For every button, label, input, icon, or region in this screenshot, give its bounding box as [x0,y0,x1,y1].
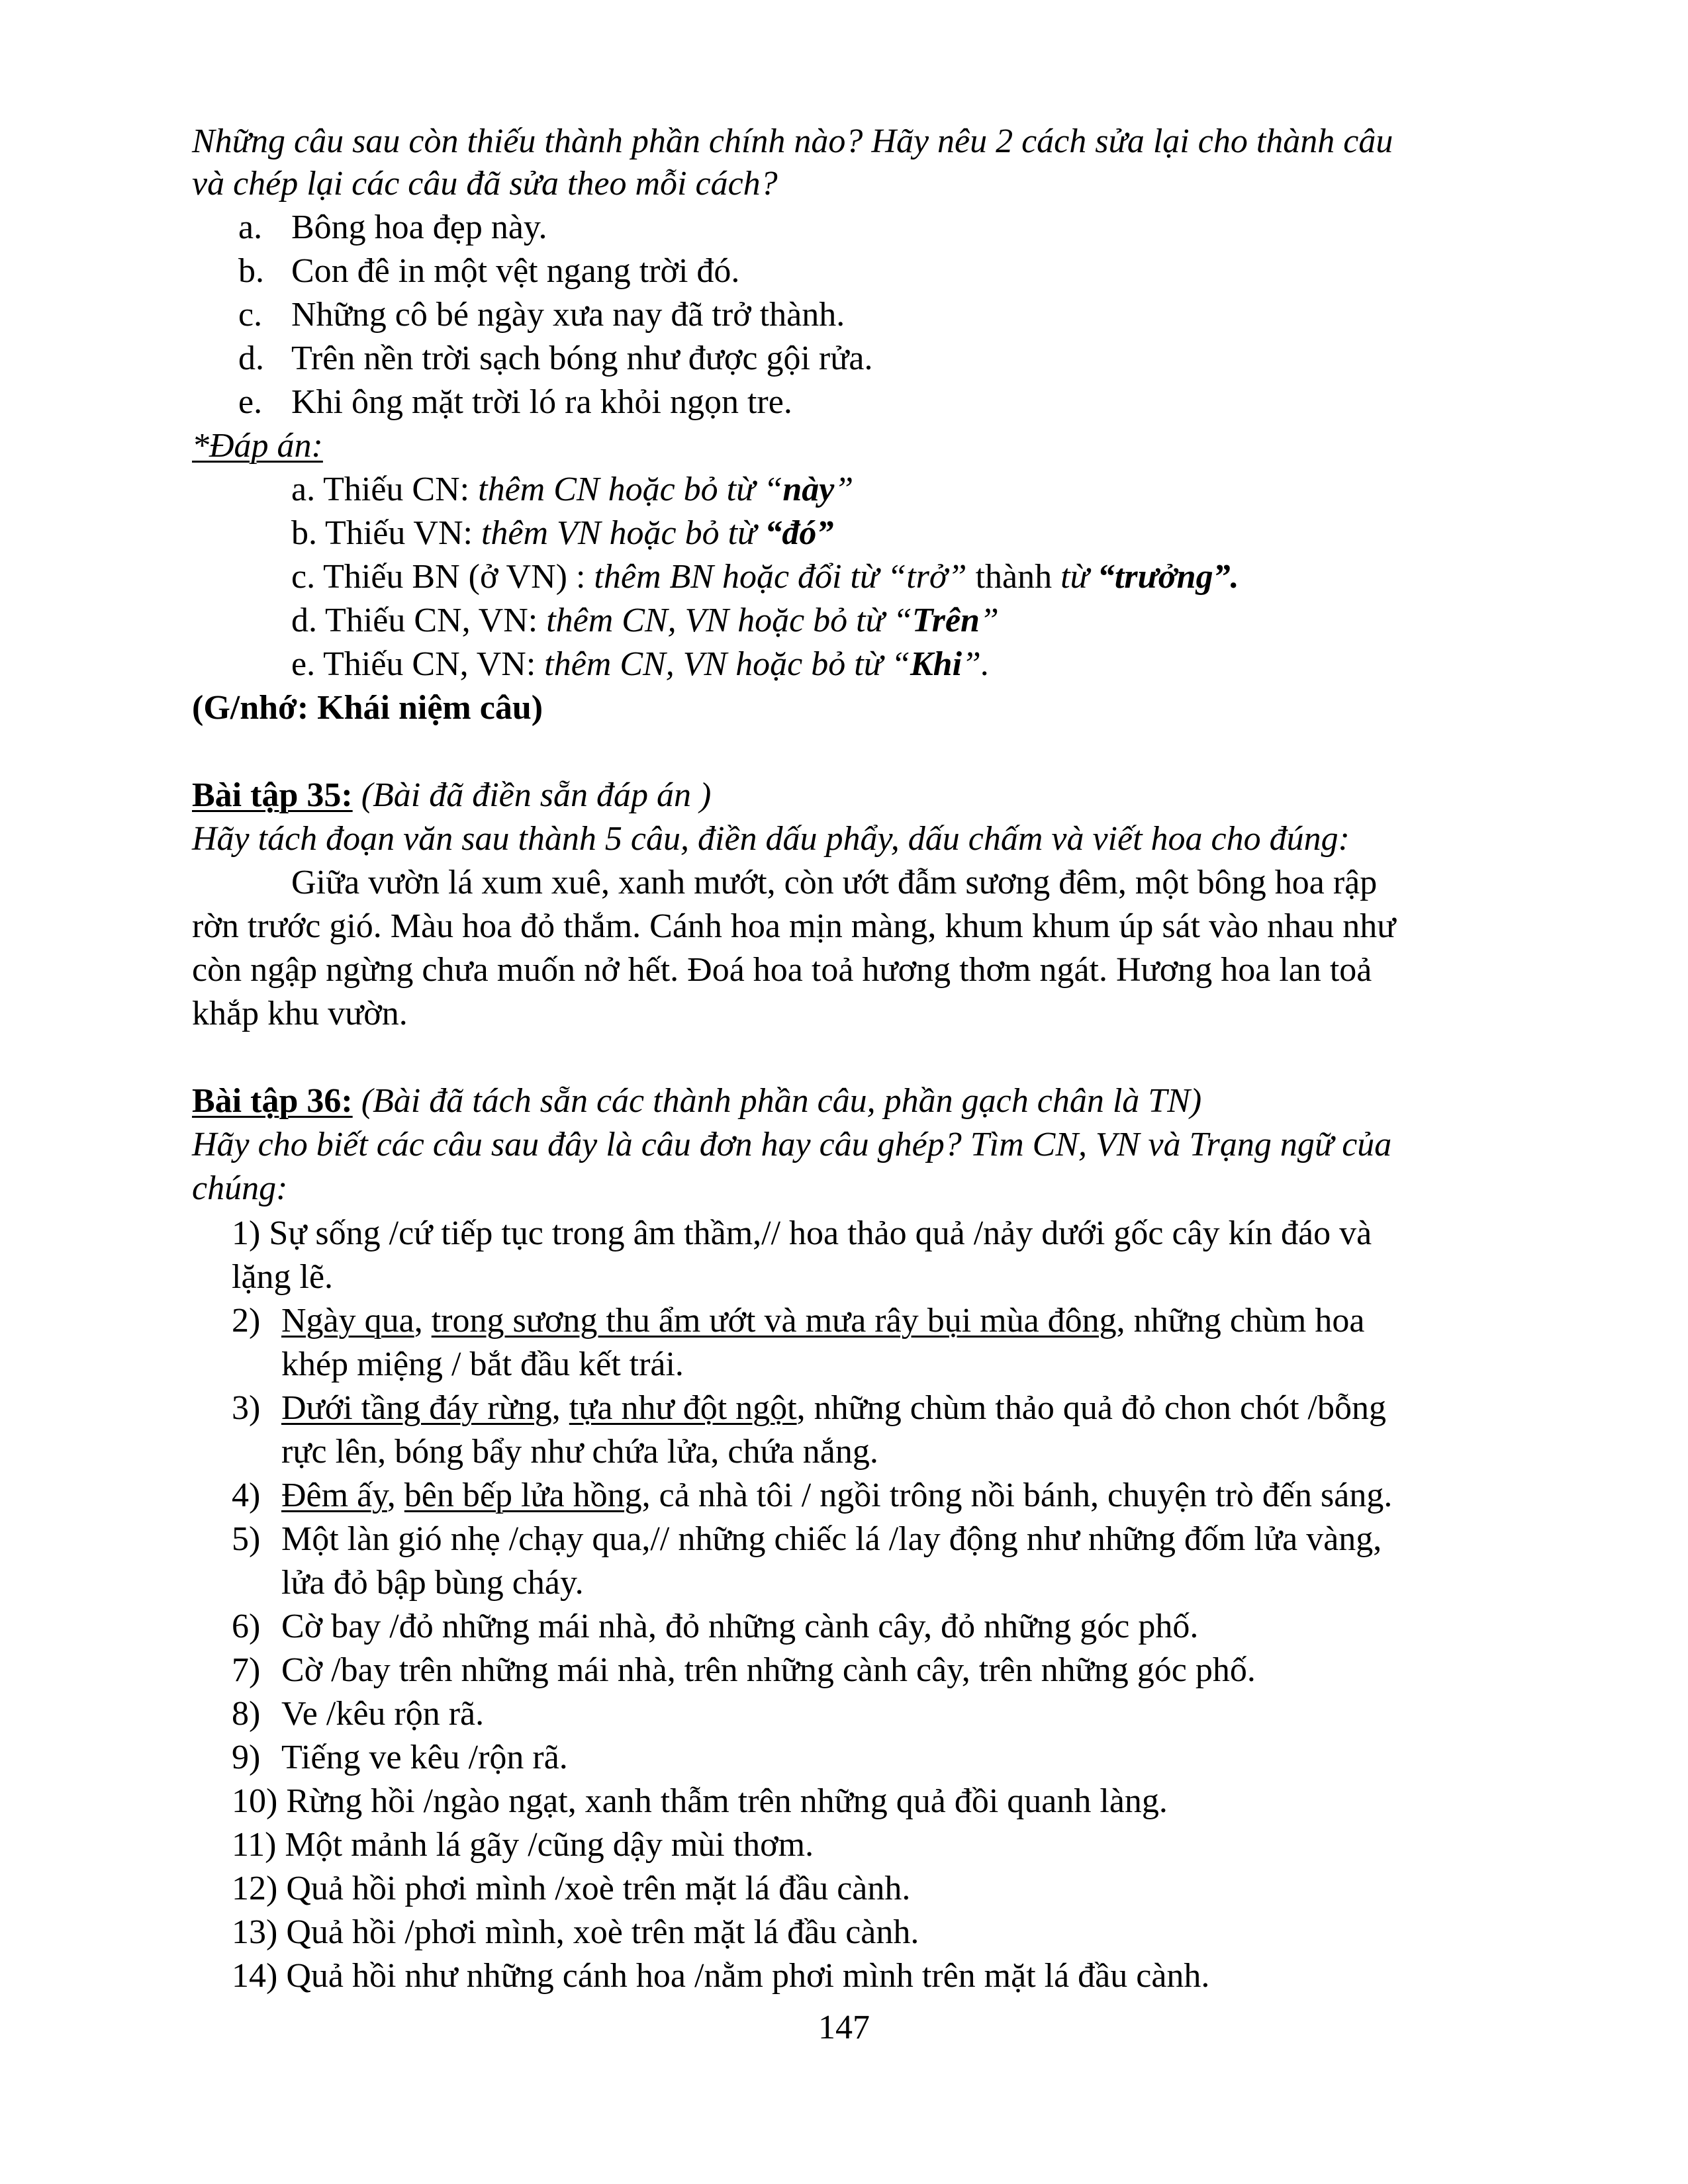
sentence-8: 8) Ve /kêu rộn rã. [232,1695,485,1733]
bt36-note: (Bài đã tách sẵn các thành phần câu, phần gạch chân là TN) [352,1082,1202,1120]
exercise-item-c: c. Những cô bé ngày xưa nay đã trở thành. [238,296,845,334]
bt35-heading [192,773,711,818]
bt35-title: Bài tập 35: [192,776,353,814]
sentence-9: 9) Tiếng ve kêu /rộn rã. [232,1739,568,1776]
answer-heading: *Đáp án: [192,427,323,465]
bt35-paragraph-line: rờn trước gió. Màu hoa đỏ thắm. Cánh hoa mịn màng, khum khum úp sát vào nhau như [192,907,1396,945]
bt35-instruction: Hãy tách đoạn văn sau thành 5 câu, điền dấu phẩy, dấu chấm và viết hoa cho đúng: [192,820,1350,858]
answer-b: b. Thiếu VN: thêm VN hoặc bỏ từ “đó” [291,514,834,552]
sentence-4: 4) Đêm ấy, bên bếp lửa hồng, cả nhà tôi / ngồi trông nồi bánh, chuyện trò đến sáng. [232,1477,1393,1514]
sentence-5-line-1: 5) Một làn gió nhẹ /chạy qua,// những chiếc lá /lay động như những đốm lửa vàng, [232,1520,1382,1558]
exercise-item-b: b. Con đê in một vệt ngang trời đó. [238,252,740,290]
bt35-note: (Bài đã điền sẵn đáp án ) [352,776,712,814]
sentence-1-line-1: 1) Sự sống /cứ tiếp tục trong âm thầm,// hoa thảo quả /nảy dưới gốc cây kín đáo và [232,1214,1372,1252]
sentence-5-line-2: lửa đỏ bập bùng cháy. [281,1564,584,1602]
exercise-item-d: d. Trên nền trời sạch bóng như được gội rửa. [238,340,873,377]
bt36-instruction-line: chúng: [192,1169,288,1207]
bt36-instruction-line: Hãy cho biết các câu sau đây là câu đơn hay câu ghép? Tìm CN, VN và Trạng ngữ của [192,1126,1392,1163]
answer-a: a. Thiếu CN: thêm CN hoặc bỏ từ “này” [291,471,854,508]
sentence-10: 10) Rừng hồi /ngào ngạt, xanh thẫm trên những quả đồi quanh làng. [232,1782,1168,1820]
answer-d: d. Thiếu CN, VN: thêm CN, VN hoặc bỏ từ “Trên” [291,602,999,639]
answer-e: e. Thiếu CN, VN: thêm CN, VN hoặc bỏ từ “Khi”. [291,645,990,683]
sentence-11: 11) Một mảnh lá gãy /cũng dậy mùi thơm. [232,1826,814,1864]
sentence-2-line-1: 2) Ngày qua, trong sương thu ẩm ướt và mưa rây bụi mùa đông, những chùm hoa [232,1302,1365,1340]
exercise-item-e: e. Khi ông mặt trời ló ra khỏi ngọn tre. [238,383,792,421]
sentence-13: 13) Quả hồi /phơi mình, xoè trên mặt lá đầu cành. [232,1913,919,1951]
bt35-paragraph-line: Giữa vườn lá xum xuê, xanh mướt, còn ướt đẫm sương đêm, một bông hoa rập [291,864,1378,901]
page-number: 147 [818,2009,870,2046]
bt36-heading [192,1079,1201,1124]
answer-c: c. Thiếu BN (ở VN) : thêm BN hoặc đổi từ “trở” thành từ “trưởng”. [291,558,1239,596]
sentence-12: 12) Quả hồi phơi mình /xoè trên mặt lá đầu cành. [232,1870,911,1907]
intro-line-1: Những câu sau còn thiếu thành phần chính nào? Hãy nêu 2 cách sửa lại cho thành câu [192,122,1393,160]
sentence-6: 6) Cờ bay /đỏ những mái nhà, đỏ những cành cây, đỏ những góc phố. [232,1608,1199,1645]
sentence-7: 7) Cờ /bay trên những mái nhà, trên những cành cây, trên những góc phố. [232,1651,1256,1689]
bt36-title: Bài tập 36: [192,1082,353,1120]
sentence-1-line-2: lặng lẽ. [232,1258,334,1296]
bt35-paragraph-line: còn ngập ngừng chưa muốn nở hết. Đoá hoa toả hương thơm ngát. Hương hoa lan toả [192,951,1372,989]
sentence-3-line-1: 3) Dưới tầng đáy rừng, tựa như đột ngột, những chùm thảo quả đỏ chon chót /bỗng [232,1389,1386,1427]
sentence-14: 14) Quả hồi như những cánh hoa /nằm phơi mình trên mặt lá đầu cành. [232,1957,1210,1995]
bt35-paragraph-line: khắp khu vườn. [192,995,408,1032]
sentence-2-line-2: khép miệng / bắt đầu kết trái. [281,1345,684,1383]
ghi-nho-note: (G/nhớ: Khái niệm câu) [192,689,543,727]
exercise-item-a: a. Bông hoa đẹp này. [238,208,547,246]
sentence-3-line-2: rực lên, bóng bẩy như chứa lửa, chứa nắng. [281,1433,878,1471]
intro-line-2: và chép lại các câu đã sửa theo mỗi cách? [192,165,778,203]
